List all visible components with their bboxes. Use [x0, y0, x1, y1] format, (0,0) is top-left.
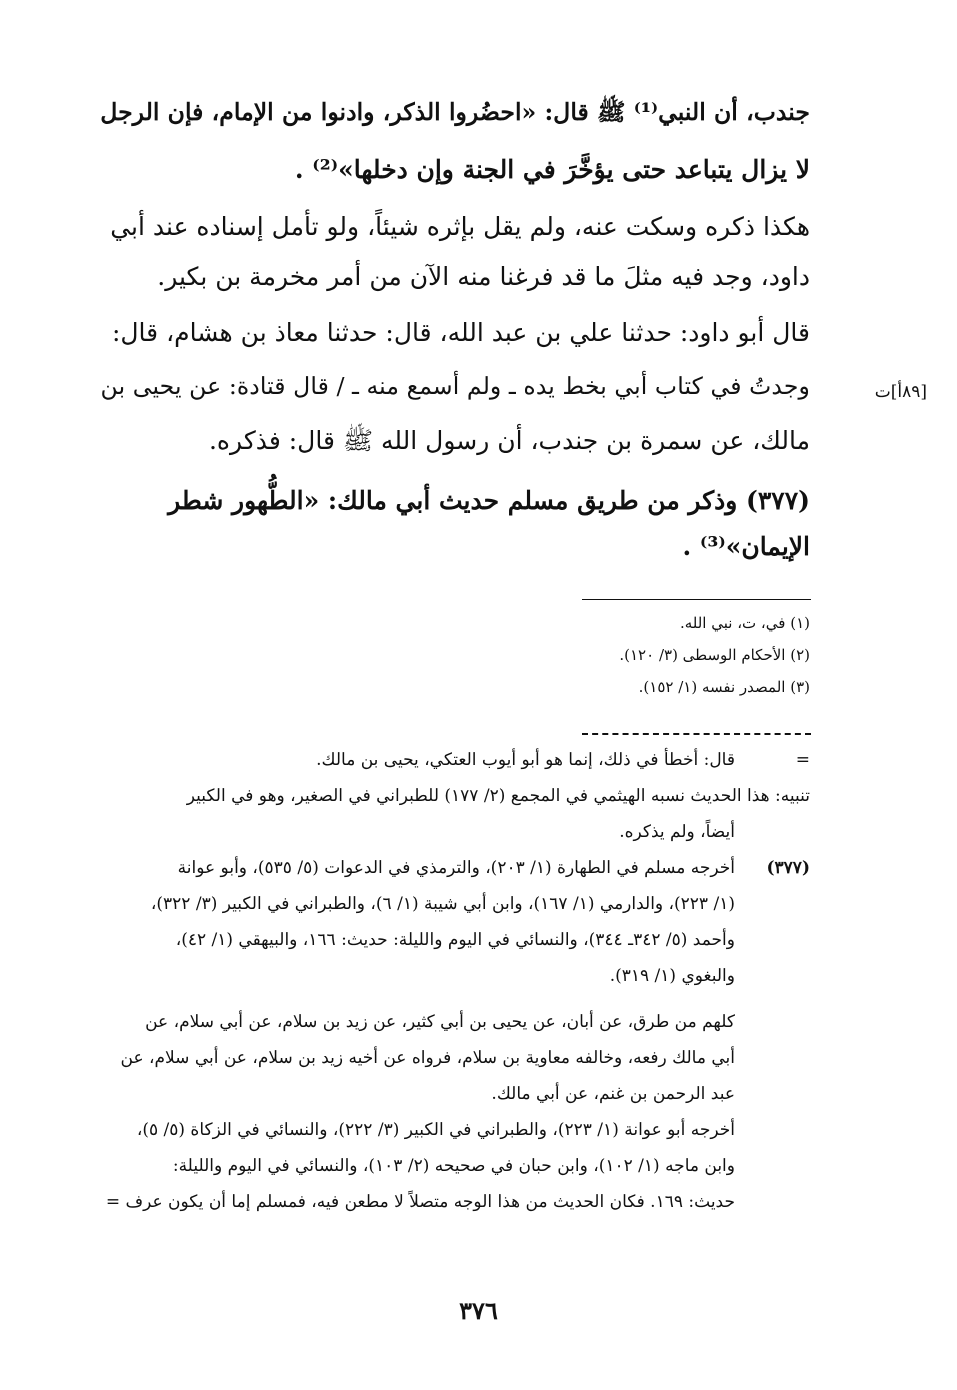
main-text-line-3: هكذا ذكره وسكت عنه، ولم يقل بإثره شيئاً، ولو تأمل إسناده عند أبي: [110, 212, 810, 241]
notes-separator: [582, 733, 811, 735]
note-cont-line-3: أيضاً، ولم يذكره.: [619, 822, 735, 842]
main-text-line-5: قال أبو داود: حدثنا علي بن عبد الله، قال: حدثنا معاذ بن هشام، قال:: [111, 318, 810, 347]
note-line-1: أخرجه مسلم في الطهارة (١/ ٢٠٣)، والترمذي في الدعوات (٥/ ٥٣٥)، وأبو عوانة: [177, 858, 735, 878]
note-line-7: عبد الرحمن بن غنم، عن أبي مالك.: [491, 1084, 735, 1104]
main-text-line-9: الإيمان»⁽³⁾ .: [682, 532, 810, 561]
continuation-marker: =: [795, 750, 810, 770]
note-line-6: أبي مالك رفعه، وخالفه معاوية بن سلام، فرواه عن أخيه زيد بن سلام، عن أبي سلام، عن: [120, 1048, 735, 1068]
note-line-4: والبغوي (١/ ٣١٩).: [609, 966, 735, 986]
note-cont-line-1: قال: أخطأ في ذلك، إنما هو أبو أيوب العتكي، يحيى بن مالك.: [316, 750, 735, 770]
note-number-377: (٣٧٧): [766, 858, 810, 878]
main-text-line-4: داود، وجد فيه مثلَ ما قد فرغنا منه الآن من أمر مخرمة بن بكير.: [157, 262, 810, 291]
note-line-3: وأحمد (٥/ ٣٤٢ـ ٣٤٤)، والنسائي في اليوم والليلة: حديث: ١٦٦، والبيهقي (١/ ٤٢)،: [175, 930, 735, 950]
footnote-1: (١) في، ت، نبي الله.: [679, 614, 810, 632]
note-line-9: وابن ماجه (١/ ١٠٢)، وابن حبان في صحيحه (٢/ ١٠٣)، والنسائي في اليوم والليلة:: [172, 1156, 735, 1176]
note-line-8: أخرجه أبو عوانة (١/ ٢٢٣)، والطبراني في الكبير (٣/ ٢٢٢)، والنسائي في الزكاة (٥/ ٥)،: [136, 1120, 735, 1140]
manuscript-folio-note: [٨٩أ]ت: [874, 382, 927, 402]
footnote-3: (٣) المصدر نفسه (١/ ١٥٢).: [638, 678, 810, 696]
main-text-line-8: (٣٧٧) وذكر من طريق مسلم حديث أبي مالك: «الطُّهور شطر: [168, 486, 810, 515]
note-cont-line-2: تنبيه: هذا الحديث نسبه الهيثمي في المجمع (٢/ ١٧٧) للطبراني في الصغير، وهو في الكبير: [186, 786, 810, 806]
page-number: ٣٧٦: [459, 1296, 498, 1325]
main-text-line-1: جندب، أن النبي⁽¹⁾ ﷺ قال: «احضُروا الذكر، وادنوا من الإمام، فإن الرجل: [100, 98, 810, 126]
note-line-2: (١/ ٢٢٣)، والدارمي (١/ ١٦٧)، وابن أبي شيبة (١/ ٦)، والطبراني في الكبير (٣/ ٣٢٢)،: [150, 894, 735, 914]
main-text-line-6: وجدتُ في كتاب أبي بخط يده ـ ولم أسمع منه ـ / قال قتادة: عن يحيى بن: [100, 372, 810, 400]
footnote-2: (٢) الأحكام الوسطى (٣/ ١٢٠).: [619, 646, 810, 664]
footnote-separator: [582, 599, 811, 600]
main-text-line-2: لا يزال يتباعد حتى يؤخَّرَ في الجنة وإن دخلها»⁽²⁾ .: [294, 155, 810, 184]
main-text-line-7: مالك، عن سمرة بن جندب، أن رسول الله ﷺ قال: فذكره.: [208, 426, 810, 455]
note-line-10: حديث: ١٦٩. فكان الحديث من هذا الوجه متصلاً لا مطعن فيه، فمسلم إما أن يكون عرف =: [105, 1192, 735, 1212]
note-line-5: كلهم من طرق، عن أبان، عن يحيى بن أبي كثير، عن زيد بن سلام، عن أبي سلام، عن: [145, 1012, 735, 1032]
